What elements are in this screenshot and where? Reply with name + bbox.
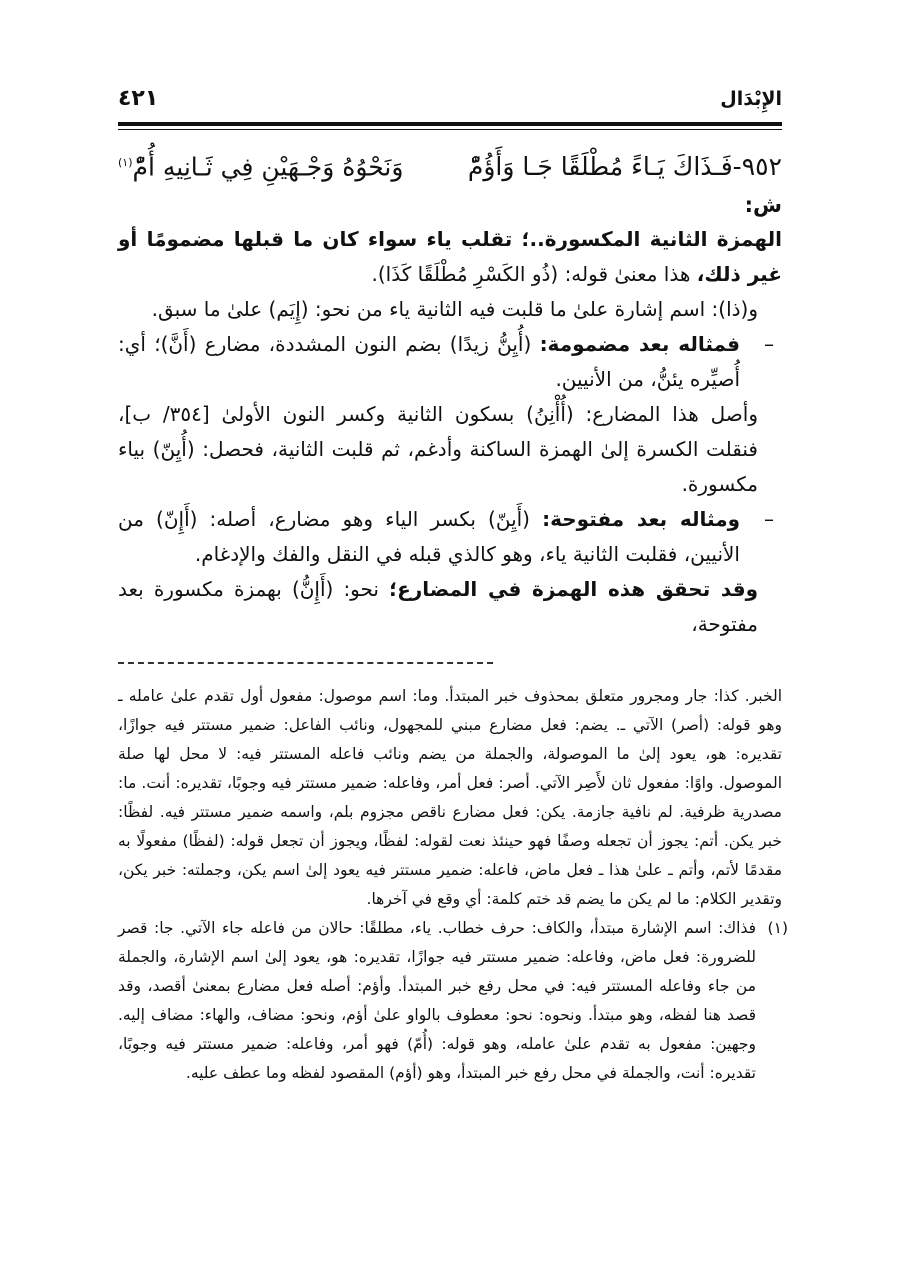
commentary-paragraph-1: [118, 222, 782, 292]
commentary-bullet-2: [118, 502, 782, 572]
commentary-p1-bold: الهمزة الثانية المكسورة..؛ تقلب ياء سواء كان ما قبلها مضمومًا أو غير ذلك،: [118, 227, 782, 287]
commentary-paragraph-2: و(ذا): اسم إشارة علىٰ ما قلبت فيه الثانية ياء من نحو: (إِيَم) علىٰ ما سبق.: [151, 297, 758, 322]
commentary-label: ش:: [744, 193, 782, 218]
commentary-bullet-1: [118, 327, 782, 397]
footnote-continued: الخبر. كذا: جار ومجرور متعلق بمحذوف خبر المبتدأ. وما: اسم موصول: مفعول أول تقدم علىٰ عامله ـ وهو قوله: (أصر) الآتي ـ. يضم: فعل مضارع مبني للمجهول، ونائب الفاعل: ضمير مستتر فيه جوازًا، تقديره: هو، يعود إلىٰ ما الموصولة، والجملة من يضم ونائب فاعله المستتر فيه: لا محل لها صلة الموصول. واوًا: مفعول ثان لأَصِر الآتي. أصر: فعل أمر، وفاعله: ضمير مستتر فيه وجوبًا، تقديره: أنت. ما: مصدرية ظرفية. لم نافية جازمة. يكن: فعل مضارع ناقص مجزوم بلم، واسمه ضمير مستتر فيه. لفظًا: خبر يكن. أتم: يجوز أن تجعله وصفًا فهو حينئذ نعت لقوله: لفظًا، ويجوز أن تجعل قوله: (لفظًا) مفعولًا به مقدمًا لأتم، وأتم ـ علىٰ هذا ـ فعل ماض، فاعله: ضمير مستتر فيه يعود إلىٰ اسم يكن، وجملته: خبر يكن، وتقدير الكلام: ما لم يكن ما يضم قد ختم كلمة: أي وقع في آخرها.: [118, 687, 782, 909]
commentary-paragraph-4: [118, 572, 782, 642]
commentary-p4-rest: نحو: (أَإِنُّ) بهمزة مكسورة بعد مفتوحة،: [118, 577, 758, 637]
bullet1-bold: فمثاله بعد مضمومة:: [539, 332, 741, 357]
footnote-separator-wrap: [118, 642, 782, 664]
commentary-paragraph-3: وأصل هذا المضارع: (أُأْنِنُ) بسكون الثانية وكسر النون الأولىٰ [٣٥٤/ ب]، فنقلت الكسرة إلىٰ الهمزة الساكنة وأدغم، ثم قلبت الثانية، فحصل: (أُيِنّ) بياء مكسورة.: [118, 402, 758, 497]
footnote-1-marker: (١): [767, 919, 788, 938]
footnote-1: [118, 914, 788, 1088]
commentary-p4-bold: وقد تحقق هذه الهمزة في المضارع؛: [389, 577, 759, 602]
verse-first-hemistich: [468, 148, 782, 186]
page-number: ٤٢١: [118, 86, 159, 111]
bullet-dash: –: [764, 507, 774, 532]
verse-number: ٩٥٢-: [732, 152, 782, 182]
poem-verse: [118, 144, 782, 186]
chapter-title: الإِبْدَال: [720, 88, 782, 110]
bullet2-rest: (أَيِنّ) بكسر الياء وهو مضارع، أصله: (أَإِنّ) من الأنيين، فقلبت الثانية ياء، وهو كالذي قبله في النقل والفك والإدغام.: [118, 507, 740, 567]
commentary-p1-rest: هذا معنىٰ قوله: (ذُو الكَسْرِ مُطْلَقًا كَذَا).: [371, 262, 691, 287]
footnote-1-text: فذاك: اسم الإشارة مبتدأ، والكاف: حرف خطاب. ياء، مطلقًا: حالان من فاعله جاء الآتي. جا: قصر للضرورة: فعل ماض، وفاعله: ضمير مستتر فيه جوازًا، تقديره: هو، يعود إلىٰ اسم الإشارة، والجملة من جاء وفاعله المستتر فيه: في محل رفع خبر المبتدأ. وأؤم: أصله فعل مضارع بمعنىٰ أقصد، وقد قصد هنا لفظه، وهو مبتدأ. ونحوه: نحو: معطوف بالواو علىٰ أؤم، ونحو: مضاف، والهاء: مضاف إليه. وجهين: مفعول به تقدم علىٰ عامله، وهو قوله: (أُمّ) فهو أمر، وفاعله: ضمير مستتر فيه وجوبًا، تقديره: أنت، والجملة في محل رفع خبر المبتدأ، وهو (أؤم) المقصود لفظه وما عطف عليه.: [118, 919, 756, 1083]
footnote-marker: (١): [118, 156, 133, 169]
bullet-dash: –: [764, 332, 774, 357]
book-page: [118, 78, 788, 1258]
running-header: [118, 78, 782, 122]
header-rule-thick: [118, 122, 782, 126]
verse-second-text: وَنَحْوُهُ وَجْـهَيْنِ فِي ثَـانِيهِ أُمّْ: [132, 152, 404, 182]
header-rule-thin: [118, 129, 782, 130]
bullet2-bold: ومثاله بعد مفتوحة:: [542, 507, 741, 532]
verse-first-text: فَـذَاكَ يَـاءً مُطْلَقًا جَـا وَأَؤُمّْ: [467, 152, 733, 182]
verse-second-hemistich: [118, 144, 403, 186]
footnote-separator: [118, 662, 493, 664]
bullet1-rest: (أُيِنُّ زيدًا) بضم النون المشددة، مضارع (أَنَّ)؛ أي: أُصيِّره يئنُّ، من الأنيين.: [118, 332, 740, 392]
